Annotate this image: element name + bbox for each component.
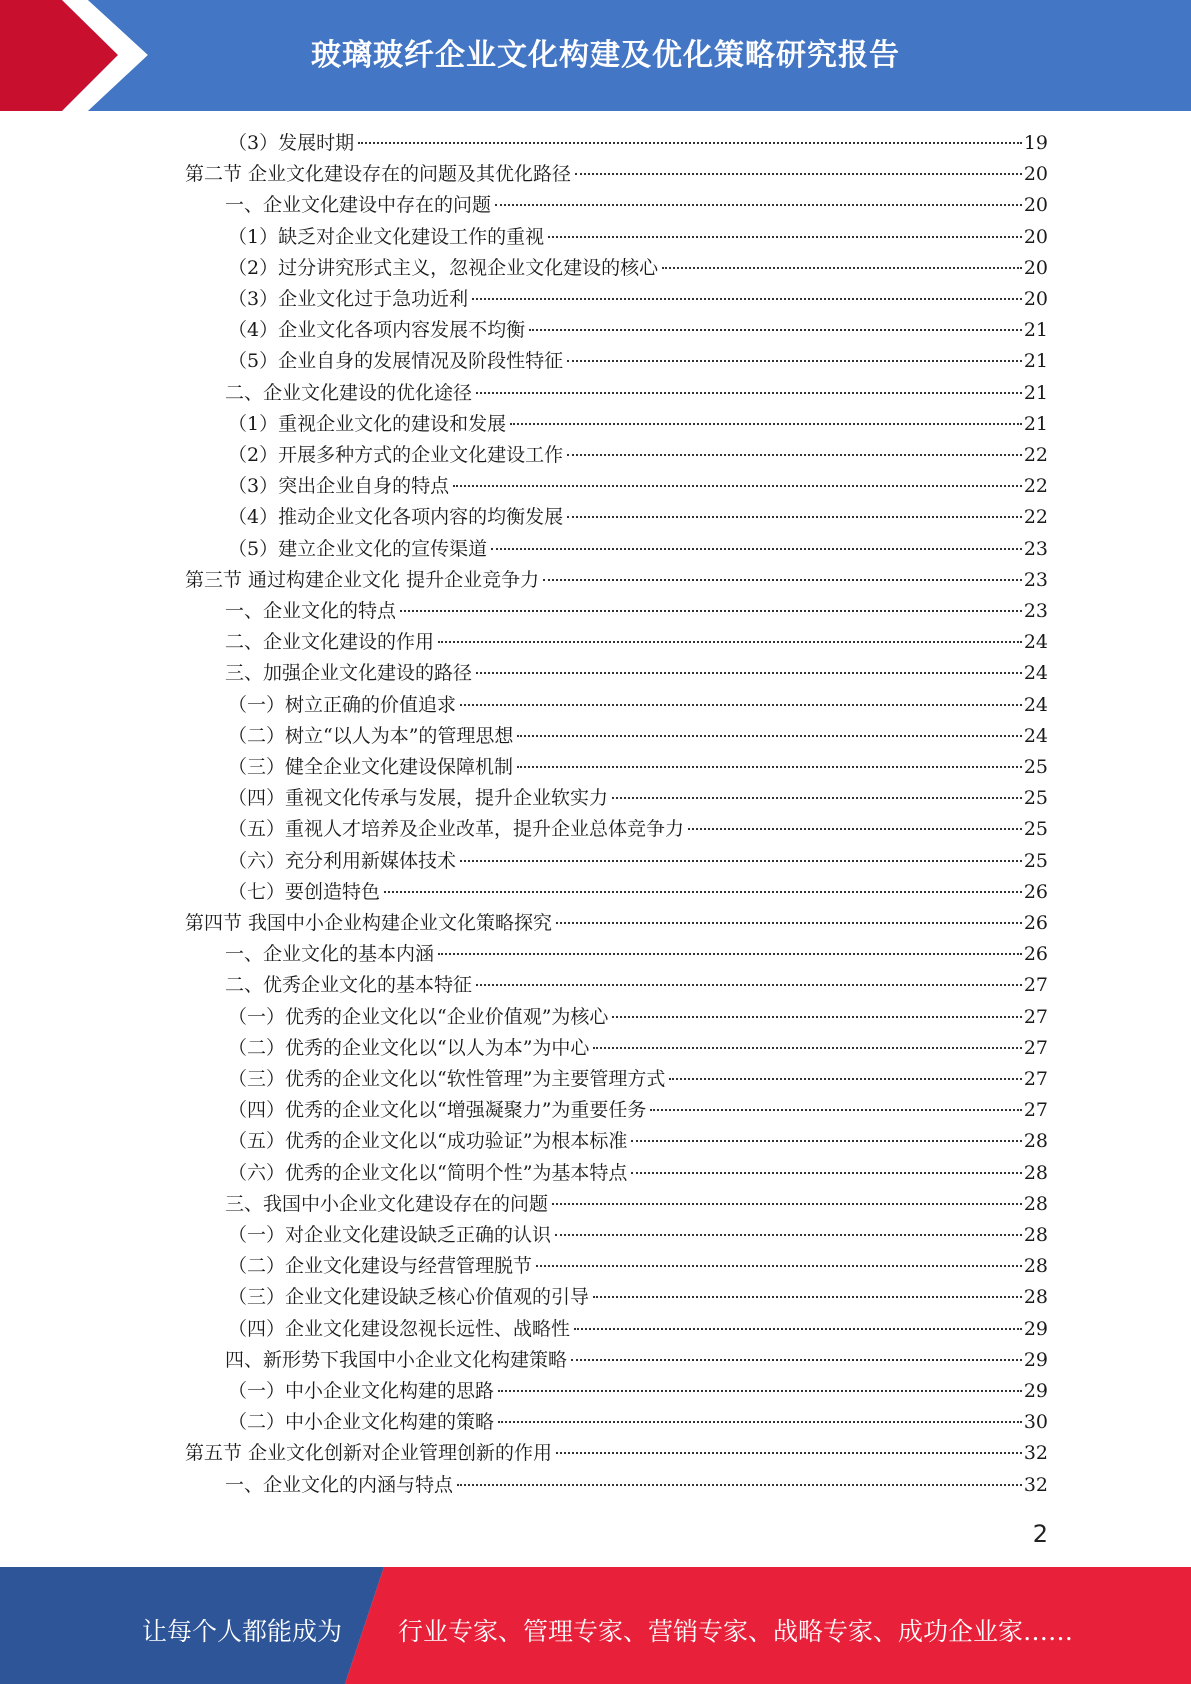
- toc-entry[interactable]: [185, 565, 1048, 596]
- toc-leader-dots: [593, 1047, 1021, 1049]
- toc-entry[interactable]: [228, 440, 1048, 471]
- toc-entry-label: （五）重视人才培养及企业改革，提升企业总体竞争力: [228, 818, 685, 841]
- toc-entry-page: 26: [1023, 912, 1048, 934]
- toc-leader-dots: [669, 1078, 1021, 1080]
- toc-entry[interactable]: [228, 253, 1048, 284]
- toc-entry[interactable]: [228, 1314, 1048, 1345]
- toc-entry-page: 30: [1023, 1411, 1048, 1434]
- toc-entry-label: （一）对企业文化建设缺乏正确的认识: [228, 1224, 552, 1246]
- toc-entry[interactable]: [228, 315, 1048, 346]
- toc-entry-page: 28: [1023, 1161, 1048, 1184]
- toc-entry-page: 20: [1023, 225, 1048, 248]
- toc-leader-dots: [556, 1452, 1022, 1454]
- toc-entry-page: 27: [1023, 1036, 1048, 1059]
- toc-entry[interactable]: [228, 534, 1048, 565]
- toc-entry[interactable]: [225, 1189, 1048, 1220]
- toc-leader-dots: [453, 485, 1022, 487]
- toc-entry-label: （5）建立企业文化的宣传渠道: [228, 537, 488, 560]
- page-number: 2: [1032, 1520, 1048, 1548]
- toc-entry-label: （六）充分利用新媒体技术: [228, 849, 457, 872]
- toc-leader-dots: [491, 548, 1022, 550]
- toc-leader-dots: [567, 516, 1022, 518]
- toc-entry-page: 25: [1023, 849, 1048, 872]
- toc-entry-label: （一）树立正确的价值追求: [228, 693, 457, 716]
- toc-entry-label: （3）发展时期: [228, 132, 355, 154]
- toc-entry-page: 24: [1023, 662, 1048, 685]
- toc-entry[interactable]: [228, 783, 1048, 814]
- footer-slogan-right: 行业专家、管理专家、营销专家、战略专家、成功企业家……: [398, 1617, 1074, 1646]
- toc-entry-label: （5）企业自身的发展情况及阶段性特征: [228, 350, 564, 373]
- toc-entry-label: （五）优秀的企业文化以“成功验证”为根本标准: [228, 1130, 628, 1153]
- toc-entry[interactable]: [225, 378, 1048, 409]
- toc-entry-label: （四）企业文化建设忽视长远性、战略性: [228, 1317, 571, 1340]
- toc-entry-label: （三）优秀的企业文化以“软性管理”为主要管理方式: [228, 1068, 666, 1090]
- toc-leader-dots: [631, 1172, 1021, 1174]
- toc-entry[interactable]: [185, 908, 1048, 939]
- toc-leader-dots: [358, 142, 1022, 144]
- toc-entry-label: 第二节 企业文化建设存在的问题及其优化路径: [185, 163, 572, 186]
- footer-slogan-left: 让每个人都能成为: [142, 1617, 343, 1646]
- toc-entry-label: （二）企业文化建设与经营管理脱节: [228, 1255, 533, 1278]
- document-title: 玻璃玻纤企业文化构建及优化策略研究报告: [311, 38, 900, 73]
- toc-entry-label: 二、优秀企业文化的基本特征: [225, 974, 473, 997]
- toc-entry-label: （二）树立“以人为本”的管理思想: [228, 724, 514, 747]
- toc-entry-page: 24: [1023, 724, 1048, 747]
- toc-entry[interactable]: [228, 846, 1048, 877]
- toc-leader-dots: [567, 454, 1022, 456]
- toc-leader-dots: [498, 1421, 1022, 1423]
- toc-entry[interactable]: [228, 222, 1048, 253]
- toc-entry-page: 28: [1023, 1224, 1048, 1246]
- toc-leader-dots: [438, 953, 1022, 955]
- toc-entry[interactable]: [228, 690, 1048, 721]
- toc-entry[interactable]: [228, 502, 1048, 533]
- toc-entry[interactable]: [228, 471, 1048, 502]
- toc-leader-dots: [510, 423, 1022, 425]
- toc-leader-dots: [498, 1390, 1022, 1392]
- toc-leader-dots: [543, 579, 1022, 581]
- toc-leader-dots: [631, 1140, 1021, 1142]
- toc-entry[interactable]: [228, 346, 1048, 377]
- toc-leader-dots: [476, 392, 1022, 394]
- toc-entry-label: （3）企业文化过于急功近利: [228, 288, 469, 310]
- toc-entry[interactable]: [225, 190, 1048, 221]
- toc-entry-label: （一）优秀的企业文化以“企业价值观”为核心: [228, 1005, 609, 1028]
- toc-entry[interactable]: [225, 596, 1048, 627]
- toc-entry-label: （3）突出企业自身的特点: [228, 475, 450, 498]
- toc-leader-dots: [517, 766, 1022, 768]
- toc-entry-page: 19: [1023, 132, 1048, 154]
- toc-entry[interactable]: [225, 1470, 1048, 1501]
- toc-leader-dots: [438, 641, 1022, 643]
- toc-entry-page: 23: [1023, 537, 1048, 560]
- toc-entry[interactable]: [228, 409, 1048, 440]
- toc-entry[interactable]: [225, 658, 1048, 689]
- toc-entry[interactable]: [185, 1438, 1048, 1469]
- toc-entry-page: 25: [1023, 787, 1048, 810]
- toc-entry-page: 26: [1023, 880, 1048, 903]
- toc-entry-page: 29: [1023, 1317, 1048, 1340]
- toc-entry[interactable]: [228, 1064, 1048, 1095]
- toc-entry-page: 27: [1023, 1068, 1048, 1090]
- toc-entry[interactable]: [225, 970, 1048, 1001]
- toc-entry-label: （1）重视企业文化的建设和发展: [228, 412, 507, 435]
- toc-leader-dots: [574, 1328, 1022, 1330]
- toc-entry-page: 20: [1023, 256, 1048, 279]
- toc-entry-label: （4）企业文化各项内容发展不均衡: [228, 319, 526, 342]
- toc-entry[interactable]: [228, 877, 1048, 908]
- toc-leader-dots: [575, 173, 1022, 175]
- toc-leader-dots: [472, 298, 1022, 300]
- toc-leader-dots: [612, 797, 1022, 799]
- toc-entry-page: 21: [1023, 350, 1048, 373]
- toc-leader-dots: [476, 672, 1022, 674]
- toc-leader-dots: [650, 1109, 1021, 1111]
- toc-entry-label: （二）优秀的企业文化以“以人为本”为中心: [228, 1036, 590, 1059]
- toc-leader-dots: [536, 1265, 1022, 1267]
- toc-entry[interactable]: [228, 1220, 1048, 1251]
- toc-entry-label: （2）过分讲究形式主义，忽视企业文化建设的核心: [228, 256, 659, 279]
- footer-banner: [0, 1567, 1191, 1684]
- toc-entry[interactable]: [228, 1095, 1048, 1126]
- toc-entry-label: 三、加强企业文化建设的路径: [225, 662, 473, 685]
- toc-entry-label: （4）推动企业文化各项内容的均衡发展: [228, 506, 564, 529]
- toc-leader-dots: [556, 922, 1022, 924]
- toc-entry-label: 一、企业文化的基本内涵: [225, 943, 435, 966]
- toc-entry-page: 24: [1023, 693, 1048, 716]
- toc-leader-dots: [688, 828, 1022, 830]
- toc-leader-dots: [495, 204, 1022, 206]
- toc-entry-page: 28: [1023, 1286, 1048, 1309]
- toc-entry-label: 第五节 企业文化创新对企业管理创新的作用: [185, 1442, 553, 1465]
- toc-entry[interactable]: [228, 1033, 1048, 1064]
- toc-entry-page: 21: [1023, 319, 1048, 342]
- toc-entry-page: 26: [1023, 943, 1048, 966]
- toc-entry-page: 23: [1023, 600, 1048, 622]
- toc-entry[interactable]: [225, 627, 1048, 658]
- toc-entry-page: 32: [1023, 1442, 1048, 1465]
- toc-entry[interactable]: [225, 1345, 1048, 1376]
- toc-leader-dots: [384, 891, 1022, 893]
- toc-entry-label: （2）开展多种方式的企业文化建设工作: [228, 444, 564, 466]
- toc-entry-page: 24: [1023, 631, 1048, 654]
- toc-leader-dots: [548, 236, 1022, 238]
- toc-leader-dots: [400, 610, 1022, 612]
- toc-leader-dots: [460, 860, 1022, 862]
- toc-leader-dots: [567, 360, 1022, 362]
- toc-entry-page: 28: [1023, 1130, 1048, 1153]
- toc-entry-label: 第三节 通过构建企业文化 提升企业竞争力: [185, 568, 540, 591]
- toc-leader-dots: [529, 329, 1022, 331]
- toc-entry-page: 21: [1023, 412, 1048, 435]
- toc-entry[interactable]: [228, 1126, 1048, 1157]
- toc-entry-label: 一、企业文化的特点: [225, 600, 397, 622]
- toc-entry-label: 一、企业文化建设中存在的问题: [225, 194, 492, 217]
- toc-entry[interactable]: [228, 1407, 1048, 1438]
- toc-entry[interactable]: [228, 1376, 1048, 1407]
- toc-entry[interactable]: [228, 752, 1048, 783]
- toc-entry[interactable]: [228, 128, 1048, 159]
- toc-entry-page: 23: [1023, 568, 1048, 591]
- toc-entry[interactable]: [185, 159, 1048, 190]
- toc-entry-label: （四）优秀的企业文化以“增强凝聚力”为重要任务: [228, 1099, 647, 1122]
- toc-leader-dots: [571, 1359, 1022, 1361]
- toc-entry-page: 22: [1023, 444, 1048, 466]
- toc-entry-page: 29: [1023, 1380, 1048, 1402]
- toc-entry-label: 第四节 我国中小企业构建企业文化策略探究: [185, 912, 553, 934]
- toc-entry-page: 20: [1023, 288, 1048, 310]
- toc-entry-page: 27: [1023, 974, 1048, 997]
- toc-entry-page: 29: [1023, 1348, 1048, 1371]
- toc-entry-label: （一）中小企业文化构建的思路: [228, 1380, 495, 1402]
- toc-leader-dots: [517, 735, 1021, 737]
- toc-entry[interactable]: [228, 814, 1048, 845]
- toc-entry-page: 32: [1023, 1473, 1048, 1496]
- toc-entry-label: 二、企业文化建设的作用: [225, 631, 435, 654]
- toc-entry-page: 21: [1023, 381, 1048, 404]
- toc-entry-page: 22: [1023, 506, 1048, 529]
- header-bar: [0, 0, 1191, 111]
- toc-leader-dots: [612, 1016, 1021, 1018]
- toc-entry-page: 27: [1023, 1099, 1048, 1122]
- toc-leader-dots: [555, 1234, 1022, 1236]
- toc-entry-label: （1）缺乏对企业文化建设工作的重视: [228, 225, 545, 248]
- toc-entry-label: （七）要创造特色: [228, 880, 381, 903]
- toc-leader-dots: [460, 704, 1022, 706]
- toc-leader-dots: [457, 1484, 1022, 1486]
- toc-entry-label: （三）健全企业文化建设保障机制: [228, 756, 514, 778]
- toc-entry-label: （三）企业文化建设缺乏核心价值观的引导: [228, 1286, 590, 1309]
- toc-entry-label: 一、企业文化的内涵与特点: [225, 1473, 454, 1496]
- toc-entry[interactable]: [228, 1158, 1048, 1189]
- toc-entry-page: 20: [1023, 194, 1048, 217]
- toc-entry-page: 27: [1023, 1005, 1048, 1028]
- toc-entry-label: 三、我国中小企业文化建设存在的问题: [225, 1192, 549, 1215]
- toc-entry-label: 二、企业文化建设的优化途径: [225, 381, 473, 404]
- toc-entry-label: （二）中小企业文化构建的策略: [228, 1411, 495, 1434]
- toc-entry[interactable]: [228, 1251, 1048, 1282]
- toc-entry[interactable]: [225, 939, 1048, 970]
- toc-entry[interactable]: [228, 721, 1048, 752]
- toc-entry-page: 20: [1023, 163, 1048, 186]
- toc-entry-page: 25: [1023, 818, 1048, 841]
- toc-leader-dots: [593, 1296, 1022, 1298]
- toc-leader-dots: [476, 984, 1022, 986]
- toc-entry-label: （四）重视文化传承与发展，提升企业软实力: [228, 787, 609, 810]
- toc-entry-label: 四、新形势下我国中小企业文化构建策略: [225, 1348, 568, 1371]
- toc-entry-page: 28: [1023, 1255, 1048, 1278]
- toc-entry[interactable]: [228, 1282, 1048, 1313]
- toc-entry-label: （六）优秀的企业文化以“简明个性”为基本特点: [228, 1161, 628, 1184]
- toc-entry-page: 22: [1023, 475, 1048, 498]
- toc-entry-page: 28: [1023, 1192, 1048, 1215]
- toc-entry[interactable]: [228, 1002, 1048, 1033]
- toc-leader-dots: [552, 1203, 1022, 1205]
- toc-leader-dots: [662, 267, 1022, 269]
- toc-entry-page: 25: [1023, 756, 1048, 778]
- toc-entry[interactable]: [228, 284, 1048, 315]
